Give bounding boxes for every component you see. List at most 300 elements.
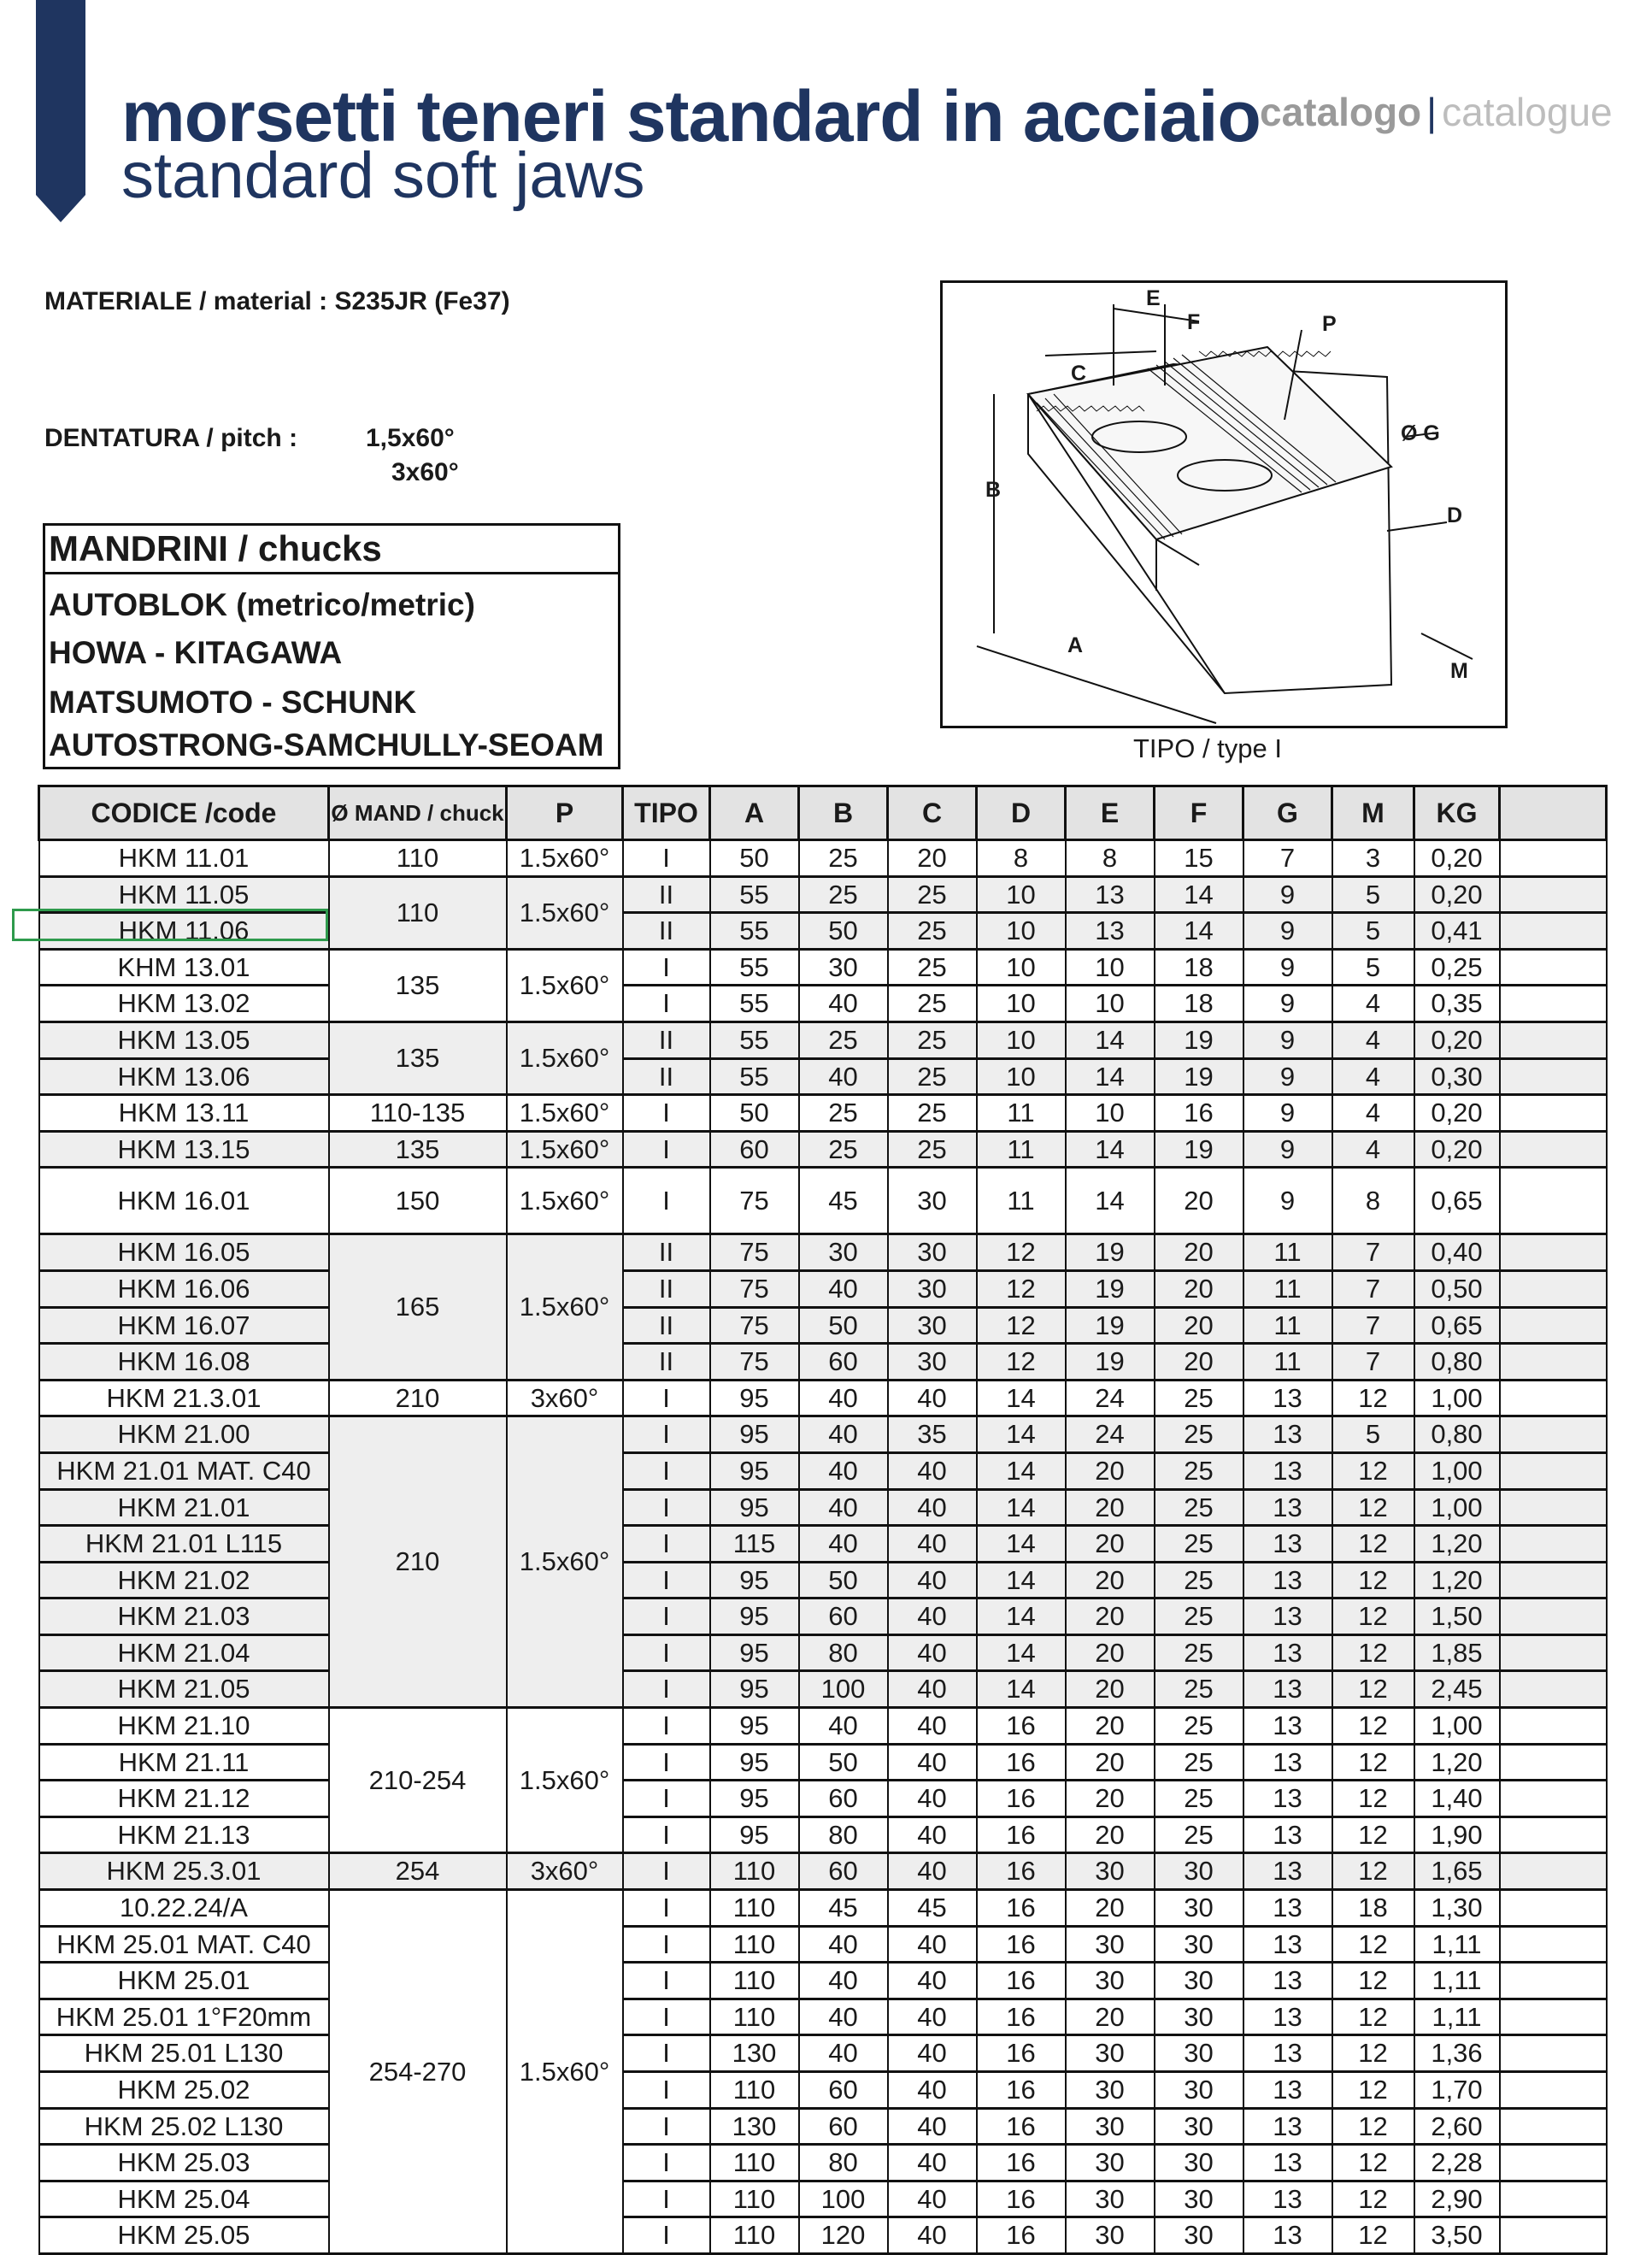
cell-e: 20 bbox=[1066, 1489, 1155, 1526]
cell-code: HKM 21.01 bbox=[39, 1489, 329, 1526]
table-row bbox=[39, 1452, 1607, 1489]
cell-g: 13 bbox=[1243, 1744, 1332, 1781]
cell-e: 10 bbox=[1066, 949, 1155, 986]
cell-code: HKM 25.01 L130 bbox=[39, 2035, 329, 2072]
cell-f: 30 bbox=[1155, 2217, 1243, 2254]
table-row bbox=[39, 1058, 1607, 1095]
cell-f: 30 bbox=[1155, 1963, 1243, 1999]
cell-e: 30 bbox=[1066, 2072, 1155, 2109]
cell-kg: 0,20 bbox=[1414, 840, 1500, 877]
cell-c: 40 bbox=[888, 1671, 977, 1708]
cell-chuck: 254 bbox=[329, 1853, 507, 1890]
cell-c: 20 bbox=[888, 840, 977, 877]
cell-chuck: 254-270 bbox=[329, 1890, 507, 2254]
cell-a: 95 bbox=[710, 1380, 799, 1416]
cell-d: 16 bbox=[977, 1890, 1066, 1927]
col-header-e: E bbox=[1066, 786, 1155, 840]
cell-tipo: II bbox=[623, 1307, 710, 1344]
cell-f: 20 bbox=[1155, 1344, 1243, 1381]
cell-a: 55 bbox=[710, 986, 799, 1022]
cell-e: 20 bbox=[1066, 1816, 1155, 1853]
cell-b: 40 bbox=[799, 1999, 888, 2035]
cell-c: 40 bbox=[888, 1708, 977, 1745]
catalog-separator: | bbox=[1426, 90, 1437, 134]
cell-a: 95 bbox=[710, 1599, 799, 1635]
cell-m: 8 bbox=[1332, 1168, 1414, 1234]
table-row bbox=[39, 1634, 1607, 1671]
table-row bbox=[39, 1344, 1607, 1381]
cell-e: 8 bbox=[1066, 840, 1155, 877]
cell-kg: 0,65 bbox=[1414, 1168, 1500, 1234]
cell-e: 20 bbox=[1066, 1890, 1155, 1927]
cell-tipo: I bbox=[623, 1526, 710, 1563]
cell-c: 40 bbox=[888, 1526, 977, 1563]
cell-g: 11 bbox=[1243, 1307, 1332, 1344]
cell-kg: 0,20 bbox=[1414, 876, 1500, 913]
cell-d: 10 bbox=[977, 986, 1066, 1022]
jaw-diagram bbox=[940, 280, 1508, 728]
cell-m: 12 bbox=[1332, 1634, 1414, 1671]
table-group bbox=[39, 1708, 1607, 1853]
cell-extra bbox=[1500, 1963, 1607, 1999]
header-bookmark bbox=[36, 0, 85, 195]
cell-f: 19 bbox=[1155, 1131, 1243, 1168]
cell-kg: 1,00 bbox=[1414, 1380, 1500, 1416]
cell-m: 18 bbox=[1332, 1890, 1414, 1927]
cell-kg: 1,00 bbox=[1414, 1489, 1500, 1526]
cell-g: 13 bbox=[1243, 1671, 1332, 1708]
cell-e: 20 bbox=[1066, 1562, 1155, 1599]
cell-d: 16 bbox=[977, 1963, 1066, 1999]
col-header-chuck: Ø MAND / chuck bbox=[329, 786, 507, 840]
cell-code: HKM 25.04 bbox=[39, 2181, 329, 2217]
cell-kg: 1,85 bbox=[1414, 1634, 1500, 1671]
cell-tipo: I bbox=[623, 1999, 710, 2035]
cell-b: 60 bbox=[799, 2108, 888, 2145]
cell-code: HKM 13.15 bbox=[39, 1131, 329, 1168]
cell-tipo: I bbox=[623, 2181, 710, 2217]
cell-g: 13 bbox=[1243, 1599, 1332, 1635]
cell-e: 19 bbox=[1066, 1307, 1155, 1344]
cell-f: 30 bbox=[1155, 2072, 1243, 2109]
cell-d: 16 bbox=[977, 1816, 1066, 1853]
cell-e: 14 bbox=[1066, 1058, 1155, 1095]
cell-f: 14 bbox=[1155, 876, 1243, 913]
cell-extra bbox=[1500, 1489, 1607, 1526]
chuck-brand-item: HOWA - KITAGAWA bbox=[49, 635, 343, 670]
table-row bbox=[39, 986, 1607, 1022]
cell-p: 1.5x60° bbox=[507, 1234, 623, 1380]
cell-a: 95 bbox=[710, 1781, 799, 1817]
cell-a: 110 bbox=[710, 2145, 799, 2181]
pitch-value-1: 1,5x60° bbox=[366, 424, 455, 452]
table-row bbox=[39, 2108, 1607, 2145]
cell-c: 25 bbox=[888, 1022, 977, 1058]
cell-tipo: I bbox=[623, 1853, 710, 1890]
cell-b: 25 bbox=[799, 840, 888, 877]
table-row bbox=[39, 1926, 1607, 1963]
cell-kg: 2,45 bbox=[1414, 1671, 1500, 1708]
cell-extra bbox=[1500, 1131, 1607, 1168]
cell-d: 16 bbox=[977, 2181, 1066, 2217]
cell-p: 1.5x60° bbox=[507, 840, 623, 877]
cell-p: 1.5x60° bbox=[507, 1708, 623, 1853]
cell-m: 5 bbox=[1332, 913, 1414, 950]
cell-m: 3 bbox=[1332, 840, 1414, 877]
cell-kg: 0,50 bbox=[1414, 1270, 1500, 1307]
cell-b: 50 bbox=[799, 1307, 888, 1344]
cell-p: 3x60° bbox=[507, 1380, 623, 1416]
pitch-value-2: 3x60° bbox=[391, 458, 459, 486]
table-row bbox=[39, 1671, 1607, 1708]
cell-e: 20 bbox=[1066, 1526, 1155, 1563]
chuck-brand-item: AUTOSTRONG-SAMCHULLY-SEOAM bbox=[49, 727, 604, 762]
cell-kg: 0,30 bbox=[1414, 1058, 1500, 1095]
cell-d: 11 bbox=[977, 1095, 1066, 1132]
cell-e: 24 bbox=[1066, 1416, 1155, 1453]
cell-g: 13 bbox=[1243, 1816, 1332, 1853]
cell-extra bbox=[1500, 1058, 1607, 1095]
cell-a: 130 bbox=[710, 2108, 799, 2145]
cell-tipo: I bbox=[623, 2072, 710, 2109]
cell-code: HKM 25.01 MAT. C40 bbox=[39, 1926, 329, 1963]
cell-a: 110 bbox=[710, 2217, 799, 2254]
cell-c: 30 bbox=[888, 1270, 977, 1307]
cell-a: 95 bbox=[710, 1816, 799, 1853]
cell-extra bbox=[1500, 913, 1607, 950]
cell-chuck: 135 bbox=[329, 1131, 507, 1168]
cell-d: 11 bbox=[977, 1131, 1066, 1168]
cell-e: 20 bbox=[1066, 1452, 1155, 1489]
cell-c: 25 bbox=[888, 1131, 977, 1168]
cell-kg: 0,35 bbox=[1414, 986, 1500, 1022]
cell-m: 5 bbox=[1332, 876, 1414, 913]
cell-m: 12 bbox=[1332, 1671, 1414, 1708]
cell-g: 13 bbox=[1243, 1999, 1332, 2035]
cell-a: 55 bbox=[710, 949, 799, 986]
catalog-it: catalogo bbox=[1260, 90, 1422, 134]
cell-p: 1.5x60° bbox=[507, 949, 623, 1022]
cell-kg: 1,20 bbox=[1414, 1744, 1500, 1781]
cell-e: 14 bbox=[1066, 1131, 1155, 1168]
cell-g: 13 bbox=[1243, 1926, 1332, 1963]
cell-tipo: I bbox=[623, 1781, 710, 1817]
cell-f: 25 bbox=[1155, 1526, 1243, 1563]
cell-code: HKM 25.3.01 bbox=[39, 1853, 329, 1890]
cell-c: 25 bbox=[888, 913, 977, 950]
table-header-row bbox=[39, 786, 1607, 840]
cell-c: 40 bbox=[888, 1781, 977, 1817]
table-row bbox=[39, 1853, 1607, 1890]
cell-d: 11 bbox=[977, 1168, 1066, 1234]
cell-chuck: 135 bbox=[329, 1022, 507, 1094]
cell-m: 12 bbox=[1332, 1599, 1414, 1635]
cell-d: 14 bbox=[977, 1562, 1066, 1599]
cell-tipo: II bbox=[623, 1234, 710, 1271]
cell-chuck: 150 bbox=[329, 1168, 507, 1234]
col-header-extra bbox=[1500, 786, 1607, 840]
cell-d: 14 bbox=[977, 1452, 1066, 1489]
table-group bbox=[39, 1890, 1607, 2254]
cell-code: HKM 13.11 bbox=[39, 1095, 329, 1132]
cell-c: 25 bbox=[888, 876, 977, 913]
cell-g: 13 bbox=[1243, 2217, 1332, 2254]
cell-tipo: I bbox=[623, 1963, 710, 1999]
cell-f: 25 bbox=[1155, 1634, 1243, 1671]
cell-f: 25 bbox=[1155, 1671, 1243, 1708]
cell-code: HKM 21.11 bbox=[39, 1744, 329, 1781]
cell-m: 12 bbox=[1332, 2217, 1414, 2254]
cell-f: 25 bbox=[1155, 1416, 1243, 1453]
cell-chuck: 110 bbox=[329, 876, 507, 949]
cell-a: 130 bbox=[710, 2035, 799, 2072]
cell-f: 16 bbox=[1155, 1095, 1243, 1132]
catalog-en: catalogue bbox=[1442, 90, 1613, 134]
cell-tipo: I bbox=[623, 2217, 710, 2254]
cell-b: 40 bbox=[799, 1380, 888, 1416]
cell-tipo: I bbox=[623, 2108, 710, 2145]
cell-extra bbox=[1500, 1781, 1607, 1817]
col-header-b: B bbox=[799, 786, 888, 840]
cell-m: 12 bbox=[1332, 1708, 1414, 1745]
cell-b: 50 bbox=[799, 1562, 888, 1599]
row-highlight-box bbox=[12, 909, 328, 941]
cell-e: 30 bbox=[1066, 1963, 1155, 1999]
cell-p: 1.5x60° bbox=[507, 1168, 623, 1234]
cell-m: 12 bbox=[1332, 1963, 1414, 1999]
cell-d: 16 bbox=[977, 1744, 1066, 1781]
cell-d: 14 bbox=[977, 1380, 1066, 1416]
table-row bbox=[39, 2035, 1607, 2072]
cell-f: 25 bbox=[1155, 1781, 1243, 1817]
cell-g: 9 bbox=[1243, 913, 1332, 950]
cell-m: 12 bbox=[1332, 1781, 1414, 1817]
cell-b: 100 bbox=[799, 2181, 888, 2217]
cell-p: 3x60° bbox=[507, 1853, 623, 1890]
cell-tipo: II bbox=[623, 1058, 710, 1095]
cell-kg: 2,60 bbox=[1414, 2108, 1500, 2145]
table-group bbox=[39, 1234, 1607, 1380]
cell-e: 19 bbox=[1066, 1234, 1155, 1271]
cell-tipo: I bbox=[623, 1489, 710, 1526]
table-group bbox=[39, 1168, 1607, 1234]
col-header-m: M bbox=[1332, 786, 1414, 840]
cell-kg: 1,70 bbox=[1414, 2072, 1500, 2109]
cell-f: 18 bbox=[1155, 949, 1243, 986]
cell-c: 40 bbox=[888, 2035, 977, 2072]
cell-kg: 1,00 bbox=[1414, 1708, 1500, 1745]
cell-kg: 1,11 bbox=[1414, 1926, 1500, 1963]
cell-extra bbox=[1500, 1270, 1607, 1307]
cell-g: 13 bbox=[1243, 2145, 1332, 2181]
cell-d: 14 bbox=[977, 1416, 1066, 1453]
cell-tipo: I bbox=[623, 1562, 710, 1599]
cell-b: 40 bbox=[799, 1963, 888, 1999]
cell-tipo: I bbox=[623, 1890, 710, 1927]
cell-code: HKM 21.02 bbox=[39, 1562, 329, 1599]
cell-code: HKM 21.03 bbox=[39, 1599, 329, 1635]
table-row bbox=[39, 2217, 1607, 2254]
cell-tipo: I bbox=[623, 1168, 710, 1234]
cell-g: 9 bbox=[1243, 949, 1332, 986]
cell-m: 12 bbox=[1332, 1380, 1414, 1416]
cell-d: 16 bbox=[977, 1708, 1066, 1745]
cell-d: 16 bbox=[977, 1781, 1066, 1817]
cell-code: HKM 16.01 bbox=[39, 1168, 329, 1234]
cell-b: 25 bbox=[799, 1095, 888, 1132]
col-header-code: CODICE /code bbox=[39, 786, 329, 840]
cell-kg: 1,20 bbox=[1414, 1526, 1500, 1563]
cell-a: 55 bbox=[710, 913, 799, 950]
cell-a: 60 bbox=[710, 1131, 799, 1168]
cell-c: 40 bbox=[888, 1489, 977, 1526]
cell-f: 19 bbox=[1155, 1058, 1243, 1095]
cell-extra bbox=[1500, 2145, 1607, 2181]
cell-kg: 1,90 bbox=[1414, 1816, 1500, 1853]
cell-c: 40 bbox=[888, 1926, 977, 1963]
cell-code: HKM 11.05 bbox=[39, 876, 329, 913]
cell-a: 110 bbox=[710, 2181, 799, 2217]
cell-a: 55 bbox=[710, 876, 799, 913]
cell-extra bbox=[1500, 1816, 1607, 1853]
cell-extra bbox=[1500, 2072, 1607, 2109]
cell-a: 50 bbox=[710, 840, 799, 877]
cell-kg: 0,41 bbox=[1414, 913, 1500, 950]
cell-kg: 1,30 bbox=[1414, 1890, 1500, 1927]
cell-f: 30 bbox=[1155, 2145, 1243, 2181]
cell-a: 95 bbox=[710, 1489, 799, 1526]
cell-tipo: I bbox=[623, 1926, 710, 1963]
cell-m: 4 bbox=[1332, 1095, 1414, 1132]
cell-tipo: I bbox=[623, 986, 710, 1022]
cell-a: 75 bbox=[710, 1234, 799, 1271]
cell-a: 95 bbox=[710, 1416, 799, 1453]
cell-b: 60 bbox=[799, 1853, 888, 1890]
cell-chuck: 135 bbox=[329, 949, 507, 1022]
table-group bbox=[39, 1022, 1607, 1094]
cell-b: 40 bbox=[799, 1270, 888, 1307]
cell-e: 30 bbox=[1066, 1926, 1155, 1963]
cell-g: 7 bbox=[1243, 840, 1332, 877]
col-header-kg: KG bbox=[1414, 786, 1500, 840]
cell-b: 40 bbox=[799, 986, 888, 1022]
cell-code: HKM 21.01 L115 bbox=[39, 1526, 329, 1563]
table-row bbox=[39, 1963, 1607, 1999]
table-row bbox=[39, 1526, 1607, 1563]
cell-f: 25 bbox=[1155, 1708, 1243, 1745]
dim-label-m: M bbox=[1450, 659, 1468, 683]
cell-m: 12 bbox=[1332, 1452, 1414, 1489]
cell-c: 40 bbox=[888, 2217, 977, 2254]
cell-m: 7 bbox=[1332, 1234, 1414, 1271]
cell-d: 14 bbox=[977, 1671, 1066, 1708]
cell-a: 95 bbox=[710, 1634, 799, 1671]
cell-g: 9 bbox=[1243, 986, 1332, 1022]
cell-g: 13 bbox=[1243, 1526, 1332, 1563]
cell-g: 9 bbox=[1243, 1168, 1332, 1234]
cell-code: HKM 13.02 bbox=[39, 986, 329, 1022]
cell-code: KHM 13.01 bbox=[39, 949, 329, 986]
cell-b: 40 bbox=[799, 1452, 888, 1489]
cell-extra bbox=[1500, 1526, 1607, 1563]
table-row bbox=[39, 1095, 1607, 1132]
cell-d: 16 bbox=[977, 2217, 1066, 2254]
cell-a: 110 bbox=[710, 1963, 799, 1999]
cell-code: HKM 25.05 bbox=[39, 2217, 329, 2254]
cell-tipo: II bbox=[623, 876, 710, 913]
cell-e: 10 bbox=[1066, 1095, 1155, 1132]
cell-a: 75 bbox=[710, 1344, 799, 1381]
cell-c: 25 bbox=[888, 949, 977, 986]
cell-tipo: I bbox=[623, 1744, 710, 1781]
cell-f: 20 bbox=[1155, 1270, 1243, 1307]
cell-c: 40 bbox=[888, 1452, 977, 1489]
cell-m: 12 bbox=[1332, 1744, 1414, 1781]
cell-f: 25 bbox=[1155, 1816, 1243, 1853]
cell-d: 16 bbox=[977, 2072, 1066, 2109]
cell-tipo: II bbox=[623, 1022, 710, 1058]
cell-b: 40 bbox=[799, 1708, 888, 1745]
cell-chuck: 210 bbox=[329, 1380, 507, 1416]
table-row bbox=[39, 840, 1607, 877]
cell-b: 60 bbox=[799, 1781, 888, 1817]
cell-tipo: II bbox=[623, 1270, 710, 1307]
cell-extra bbox=[1500, 1380, 1607, 1416]
cell-code: HKM 25.02 bbox=[39, 2072, 329, 2109]
cell-code: HKM 13.06 bbox=[39, 1058, 329, 1095]
cell-b: 120 bbox=[799, 2217, 888, 2254]
cell-g: 9 bbox=[1243, 1131, 1332, 1168]
cell-f: 30 bbox=[1155, 1890, 1243, 1927]
cell-e: 19 bbox=[1066, 1344, 1155, 1381]
cell-extra bbox=[1500, 2217, 1607, 2254]
cell-extra bbox=[1500, 1890, 1607, 1927]
cell-b: 30 bbox=[799, 1234, 888, 1271]
cell-a: 55 bbox=[710, 1022, 799, 1058]
cell-d: 16 bbox=[977, 2145, 1066, 2181]
cell-code: HKM 13.05 bbox=[39, 1022, 329, 1058]
cell-e: 20 bbox=[1066, 1599, 1155, 1635]
cell-b: 100 bbox=[799, 1671, 888, 1708]
cell-kg: 0,80 bbox=[1414, 1416, 1500, 1453]
cell-a: 110 bbox=[710, 1926, 799, 1963]
cell-tipo: I bbox=[623, 1452, 710, 1489]
table-row bbox=[39, 876, 1607, 913]
cell-extra bbox=[1500, 1562, 1607, 1599]
cell-g: 13 bbox=[1243, 2072, 1332, 2109]
cell-e: 10 bbox=[1066, 986, 1155, 1022]
cell-extra bbox=[1500, 1708, 1607, 1745]
cell-b: 80 bbox=[799, 2145, 888, 2181]
cell-a: 95 bbox=[710, 1671, 799, 1708]
cell-tipo: I bbox=[623, 1416, 710, 1453]
cell-e: 13 bbox=[1066, 913, 1155, 950]
cell-tipo: I bbox=[623, 1634, 710, 1671]
table-group bbox=[39, 1380, 1607, 1416]
cell-e: 20 bbox=[1066, 1781, 1155, 1817]
cell-extra bbox=[1500, 1926, 1607, 1963]
cell-b: 30 bbox=[799, 949, 888, 986]
cell-c: 40 bbox=[888, 1999, 977, 2035]
cell-tipo: I bbox=[623, 1095, 710, 1132]
cell-m: 4 bbox=[1332, 1131, 1414, 1168]
cell-m: 7 bbox=[1332, 1307, 1414, 1344]
cell-d: 12 bbox=[977, 1344, 1066, 1381]
cell-a: 95 bbox=[710, 1708, 799, 1745]
cell-f: 18 bbox=[1155, 986, 1243, 1022]
cell-e: 30 bbox=[1066, 2145, 1155, 2181]
cell-c: 40 bbox=[888, 1963, 977, 1999]
